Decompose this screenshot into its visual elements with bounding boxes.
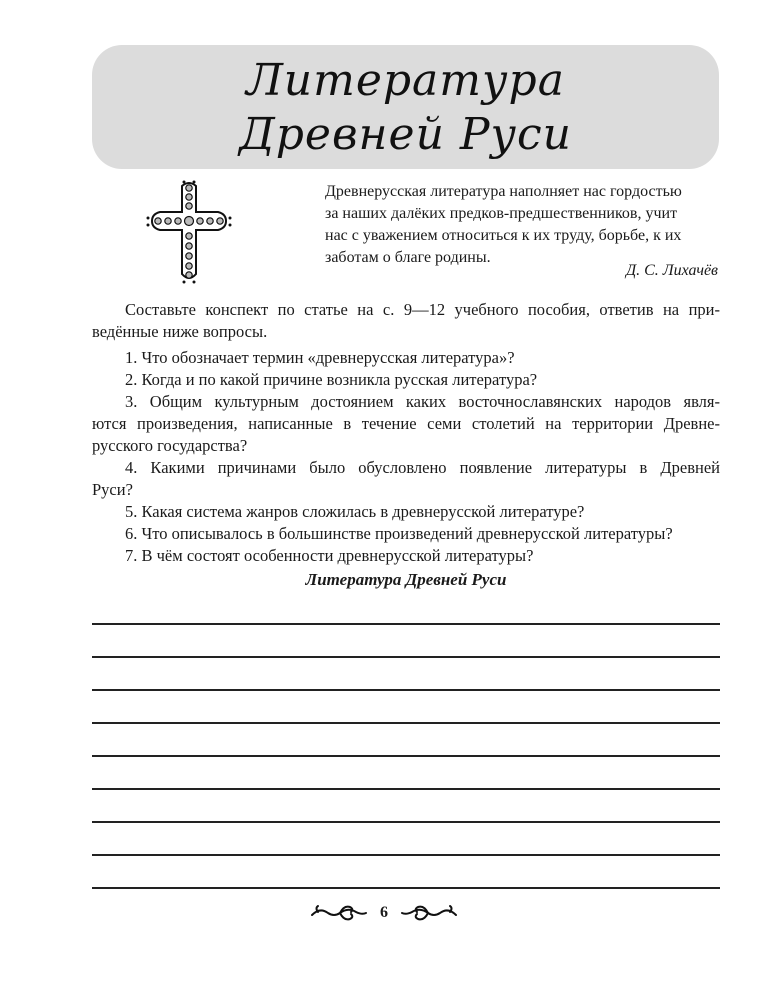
questions-list bbox=[92, 347, 720, 567]
epigraph-line: заботам о благе родины. bbox=[325, 249, 491, 266]
writing-line[interactable] bbox=[92, 689, 720, 691]
question-4-line-1: 4. Какими причинами было обусловлено появление литературы в Древней bbox=[125, 458, 720, 477]
writing-line[interactable] bbox=[92, 821, 720, 823]
writing-line[interactable] bbox=[92, 788, 720, 790]
page-number: 6 bbox=[380, 904, 388, 921]
page-title-line-1: Литература bbox=[246, 55, 565, 106]
title-banner bbox=[92, 45, 719, 169]
epigraph-line: Древнерусская литература наполняет нас гордостью bbox=[325, 183, 682, 200]
writing-line[interactable] bbox=[92, 854, 720, 856]
instructions-line-2: ведённые ниже вопросы. bbox=[92, 322, 268, 341]
question-6: 6. Что описывалось в большинстве произведений древнерусской литературы? bbox=[125, 524, 673, 543]
epigraph-line: за наших далёких предков-предшественников, учит bbox=[325, 205, 678, 222]
question-3-line-1: 3. Общим культурным достоянием каких восточнославянских народов явля- bbox=[125, 392, 720, 411]
epigraph-line: нас с уважением относиться к их труду, борьбе, к их bbox=[325, 227, 682, 244]
writing-line[interactable] bbox=[92, 755, 720, 757]
question-3-line-2: ются произведения, написанные в течение семи столетий на территории Древне- bbox=[92, 414, 720, 433]
question-5: 5. Какая система жанров сложилась в древнерусской литературе? bbox=[125, 502, 585, 521]
writing-line[interactable] bbox=[92, 887, 720, 889]
page-title-line-2: Древней Руси bbox=[238, 109, 573, 160]
question-4-line-2: Руси? bbox=[92, 480, 133, 499]
question-1: 1. Что обозначает термин «древнерусская литература»? bbox=[125, 348, 515, 367]
writing-line[interactable] bbox=[92, 722, 720, 724]
question-7: 7. В чём состоят особенности древнерусской литературы? bbox=[125, 546, 534, 565]
instructions-line-1: Составьте конспект по статье на с. 9—12 учебного пособия, ответив на при- bbox=[125, 300, 720, 319]
section-heading: Литература Древней Руси bbox=[305, 570, 507, 589]
right-flourish-icon bbox=[400, 902, 458, 924]
question-2: 2. Когда и по какой причине возникла русская литература? bbox=[125, 370, 538, 389]
writing-line[interactable] bbox=[92, 623, 720, 625]
instructions bbox=[92, 299, 720, 343]
writing-line[interactable] bbox=[92, 656, 720, 658]
orthodox-cross-icon bbox=[146, 178, 232, 286]
epigraph-author: Д. С. Лихачёв bbox=[625, 262, 718, 279]
left-flourish-icon bbox=[310, 902, 368, 924]
page-footer bbox=[0, 902, 768, 924]
epigraph-quote bbox=[325, 181, 721, 269]
question-3-line-3: русского государства? bbox=[92, 436, 248, 455]
